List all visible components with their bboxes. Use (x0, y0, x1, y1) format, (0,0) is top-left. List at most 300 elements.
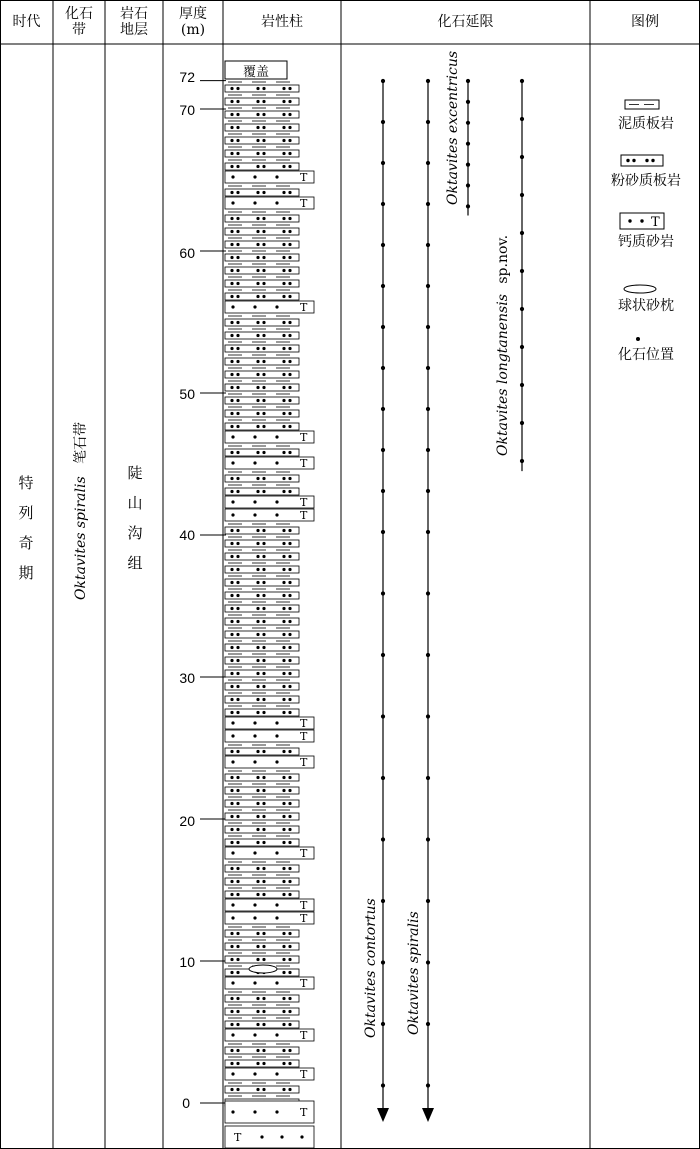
silt-dot (256, 100, 259, 103)
silt-dot (256, 1023, 259, 1026)
silt-dot (236, 958, 239, 961)
silt-dot (256, 659, 259, 662)
silt-dot (236, 386, 239, 389)
silt-bed (225, 124, 299, 131)
silt-dot (288, 698, 291, 701)
fossil-dot (426, 243, 430, 247)
formation-char: 沟 (127, 524, 143, 542)
species-name: Oktavites longtanensis (495, 294, 511, 456)
silt-dot (236, 828, 239, 831)
silt-dot (282, 165, 285, 168)
silt-dot (288, 867, 291, 870)
fossil-dot (426, 591, 430, 595)
silt-dot (230, 815, 233, 818)
range-arrow (422, 1108, 434, 1122)
silt-bed (225, 319, 299, 326)
fossil-dot (381, 243, 385, 247)
silt-dot (282, 321, 285, 324)
silt-bed (225, 397, 299, 404)
silt-dot (236, 425, 239, 428)
silt-dot (288, 126, 291, 129)
silt-dot (236, 295, 239, 298)
calc-T: T (234, 1131, 242, 1144)
silt-dot (288, 958, 291, 961)
silt-dot (256, 217, 259, 220)
fossil-dot (426, 1022, 430, 1026)
silt-dot (262, 698, 265, 701)
silt-dot (262, 646, 265, 649)
silt-bed (225, 371, 299, 378)
calc-T: T (300, 1106, 308, 1119)
fossil-zone-value (70, 422, 90, 600)
silt-dot (288, 997, 291, 1000)
silt-bed (225, 254, 299, 261)
silt-dot (230, 87, 233, 90)
fossil-dot (381, 1022, 385, 1026)
calc-dot (275, 305, 278, 308)
silt-dot (236, 412, 239, 415)
silt-dot (262, 776, 265, 779)
silt-dot (288, 477, 291, 480)
calc-dot (275, 721, 278, 724)
silt-dot (230, 425, 233, 428)
silt-dot (230, 776, 233, 779)
silt-dot (236, 529, 239, 532)
zone-suffix: 笔石带 (73, 421, 89, 464)
silt-dot (256, 698, 259, 701)
silt-dot (288, 880, 291, 883)
calc-dot (253, 1033, 256, 1036)
silt-dot (256, 815, 259, 818)
silt-dot (262, 750, 265, 753)
silt-bed (225, 696, 299, 703)
silt-dot (236, 971, 239, 974)
silt-bed (225, 98, 299, 105)
silt-dot (236, 360, 239, 363)
silt-dot (282, 360, 285, 363)
silt-dot (262, 100, 265, 103)
formation-value (125, 458, 147, 578)
fossil-dot (520, 269, 524, 273)
silt-dot (230, 347, 233, 350)
fossil-dot (426, 366, 430, 370)
silt-dot (288, 659, 291, 662)
silt-dot (262, 685, 265, 688)
silt-dot (256, 386, 259, 389)
silt-dot (230, 1010, 233, 1013)
fossil-dot (520, 231, 524, 235)
silt-dot (288, 113, 291, 116)
silt-dot (236, 685, 239, 688)
silt-dot (256, 867, 259, 870)
silt-dot (230, 217, 233, 220)
silt-dot (288, 1023, 291, 1026)
silt-dot (236, 646, 239, 649)
silt-dot (262, 1049, 265, 1052)
silt-dot (236, 568, 239, 571)
silt-dot (288, 607, 291, 610)
era-char: 列 (18, 504, 34, 522)
fossil-dot (520, 307, 524, 311)
silt-dot (256, 594, 259, 597)
silt-dot (256, 451, 259, 454)
silt-dot (288, 165, 291, 168)
silt-dot (256, 243, 259, 246)
silt-dot (262, 945, 265, 948)
silt-dot (256, 399, 259, 402)
era-char: 奇 (18, 534, 34, 552)
silt-dot (262, 87, 265, 90)
fossil-dot (426, 79, 430, 83)
silt-dot (288, 490, 291, 493)
silt-dot (256, 555, 259, 558)
silt-dot (230, 958, 233, 961)
legend-label-mudstone: 泥质板岩 (618, 116, 674, 132)
silt-dot (262, 555, 265, 558)
silt-bed (225, 553, 299, 560)
silt-bed (225, 241, 299, 248)
calc-T: T (300, 431, 308, 444)
silt-dot (288, 932, 291, 935)
silt-bed (225, 709, 299, 716)
fossil-dot (381, 776, 385, 780)
tick-label-40: 40 (179, 527, 195, 543)
calc-T: T (300, 509, 308, 522)
silt-bed (225, 813, 299, 820)
zone-species-name: Oktavites spiralis (73, 476, 89, 600)
silt-dot (282, 620, 285, 623)
silt-dot (256, 646, 259, 649)
silt-bed (225, 332, 299, 339)
silt-dot (288, 841, 291, 844)
silt-dot (282, 282, 285, 285)
silt-dot (236, 698, 239, 701)
fossil-dot (520, 421, 524, 425)
silt-dot (236, 230, 239, 233)
silt-dot (236, 373, 239, 376)
silt-dot (256, 126, 259, 129)
silt-dot (262, 802, 265, 805)
silt-dot (282, 958, 285, 961)
silt-dot (230, 880, 233, 883)
silt-dot (236, 841, 239, 844)
silt-dot (230, 646, 233, 649)
silt-dot (256, 412, 259, 415)
calc-dot (275, 1033, 278, 1036)
calc-dot (280, 1135, 283, 1138)
fossil-dot (426, 284, 430, 288)
silt-dot (262, 828, 265, 831)
silt-dot (236, 334, 239, 337)
legend-symbol-sand-pillow (624, 285, 656, 293)
silt-dot (282, 945, 285, 948)
header-thickness: 厚度 (m) (179, 6, 207, 38)
silt-dot (236, 802, 239, 805)
calc-dot (231, 734, 234, 737)
silt-dot (262, 1010, 265, 1013)
header-fossil-range: 化石延限 (437, 14, 494, 30)
silt-dot (282, 841, 285, 844)
silt-dot (282, 139, 285, 142)
silt-dot (288, 269, 291, 272)
fossil-dot (426, 202, 430, 206)
silt-dot (288, 620, 291, 623)
silt-dot (282, 256, 285, 259)
silt-dot (288, 360, 291, 363)
silt-dot (282, 750, 285, 753)
fossil-dot (381, 120, 385, 124)
silt-dot (282, 607, 285, 610)
silt-dot (230, 282, 233, 285)
species-label-spiralis (406, 911, 422, 1035)
calc-T: T (300, 717, 308, 730)
silt-dot (230, 633, 233, 636)
silt-dot (256, 711, 259, 714)
silt-dot (236, 1049, 239, 1052)
calc-dot (231, 903, 234, 906)
legend-label-siltstone: 粉砂质板岩 (611, 173, 681, 189)
silt-dot (262, 607, 265, 610)
silt-bed (225, 956, 299, 963)
silt-dot (230, 230, 233, 233)
tick-label-72: 72 (179, 69, 195, 85)
fossil-dot (426, 714, 430, 718)
silt-bed (225, 163, 299, 170)
silt-dot (262, 373, 265, 376)
fossil-dot (381, 448, 385, 452)
legend-label-calcareous: 钙质砂岩 (618, 234, 674, 250)
fossil-dot (381, 899, 385, 903)
calc-dot (275, 903, 278, 906)
calc-T: T (300, 977, 308, 990)
calc-T: T (300, 197, 308, 210)
header-legend: 图例 (631, 14, 659, 30)
silt-dot (236, 581, 239, 584)
silt-dot (236, 555, 239, 558)
calc-dot (253, 1072, 256, 1075)
silt-dot (256, 828, 259, 831)
silt-bed (225, 605, 299, 612)
silt-dot (230, 373, 233, 376)
silt-dot (288, 685, 291, 688)
silt-dot (282, 893, 285, 896)
calc-dot (300, 1135, 303, 1138)
silt-dot (236, 321, 239, 324)
silt-dot (288, 815, 291, 818)
silt-bed (225, 748, 299, 755)
silt-dot (236, 594, 239, 597)
silt-bed (225, 592, 299, 599)
silt-dot (288, 334, 291, 337)
silt-dot (230, 867, 233, 870)
silt-dot (262, 256, 265, 259)
fossil-dot (381, 284, 385, 288)
fossil-dot (381, 366, 385, 370)
silt-dot (288, 802, 291, 805)
tick-label-60: 60 (179, 245, 195, 261)
silt-dot (256, 373, 259, 376)
silt-dot (236, 633, 239, 636)
silt-dot (262, 893, 265, 896)
silt-dot (262, 386, 265, 389)
silt-dot (282, 880, 285, 883)
calc-dot (253, 721, 256, 724)
silt-dot (256, 152, 259, 155)
calc-dot (253, 305, 256, 308)
silt-bed (225, 1008, 299, 1015)
silt-dot (256, 321, 259, 324)
silt-dot (262, 841, 265, 844)
silt-dot (262, 958, 265, 961)
silt-bed (225, 1086, 299, 1093)
silt-dot (282, 542, 285, 545)
fossil-dot (381, 653, 385, 657)
silt-dot (236, 113, 239, 116)
calc-dot (275, 1072, 278, 1075)
silt-dot (288, 425, 291, 428)
fossil-dot (426, 653, 430, 657)
legend-silt-dot (651, 159, 654, 162)
silt-dot (288, 282, 291, 285)
silt-dot (282, 1088, 285, 1091)
silt-dot (282, 425, 285, 428)
silt-dot (256, 789, 259, 792)
silt-bed (225, 137, 299, 144)
calc-dot (253, 1110, 256, 1113)
fossil-dot (381, 407, 385, 411)
silt-dot (236, 867, 239, 870)
calc-T: T (300, 899, 308, 912)
silt-dot (262, 243, 265, 246)
silt-dot (230, 711, 233, 714)
silt-dot (230, 360, 233, 363)
silt-dot (256, 750, 259, 753)
silt-dot (262, 321, 265, 324)
header-fossil-zone: 化石 带 (65, 6, 93, 38)
formation-char: 陡 (127, 464, 143, 482)
silt-dot (256, 87, 259, 90)
fossil-dot (381, 530, 385, 534)
silt-dot (282, 113, 285, 116)
calc-dot (260, 1135, 263, 1138)
fossil-dot (426, 325, 430, 329)
legend-calc-dot (640, 219, 643, 222)
silt-dot (262, 1023, 265, 1026)
silt-dot (288, 347, 291, 350)
silt-dot (262, 581, 265, 584)
silt-dot (262, 451, 265, 454)
silt-dot (262, 932, 265, 935)
silt-dot (230, 256, 233, 259)
silt-bed (225, 943, 299, 950)
silt-dot (262, 633, 265, 636)
silt-dot (256, 581, 259, 584)
silt-bed (225, 644, 299, 651)
calc-dot (275, 851, 278, 854)
calc-dot (253, 175, 256, 178)
calc-T: T (300, 847, 308, 860)
silt-dot (230, 477, 233, 480)
fossil-dot (426, 407, 430, 411)
silt-bed (225, 215, 299, 222)
silt-bed (225, 800, 299, 807)
calc-dot (231, 916, 234, 919)
silt-dot (230, 139, 233, 142)
calc-dot (275, 981, 278, 984)
fossil-dot (426, 776, 430, 780)
fossil-dot (381, 79, 385, 83)
calc-dot (253, 201, 256, 204)
silt-dot (262, 620, 265, 623)
silt-dot (236, 152, 239, 155)
calc-dot (231, 435, 234, 438)
silt-bed (225, 449, 299, 456)
silt-dot (256, 334, 259, 337)
species-label-longtanensis (495, 235, 511, 456)
silt-dot (230, 542, 233, 545)
fossil-dot (381, 837, 385, 841)
silt-dot (282, 971, 285, 974)
silt-dot (236, 399, 239, 402)
silt-bed (225, 150, 299, 157)
silt-bed (225, 930, 299, 937)
silt-dot (282, 529, 285, 532)
silt-dot (256, 282, 259, 285)
silt-dot (282, 412, 285, 415)
silt-dot (256, 165, 259, 168)
calc-dot (231, 981, 234, 984)
silt-dot (262, 360, 265, 363)
silt-dot (230, 243, 233, 246)
fossil-dot (426, 530, 430, 534)
calc-dot (253, 851, 256, 854)
silt-dot (230, 334, 233, 337)
tick-label-0: 0 (182, 1095, 190, 1111)
species-label-contortus (363, 898, 379, 1038)
silt-dot (288, 711, 291, 714)
silt-dot (262, 113, 265, 116)
silt-dot (256, 360, 259, 363)
silt-dot (236, 789, 239, 792)
silt-dot (230, 841, 233, 844)
calc-dot (275, 201, 278, 204)
legend-label-fossil: 化石位置 (618, 347, 674, 363)
silt-dot (262, 334, 265, 337)
calc-dot (275, 760, 278, 763)
silt-dot (230, 113, 233, 116)
silt-dot (288, 1088, 291, 1091)
silt-dot (236, 1062, 239, 1065)
calc-T: T (300, 171, 308, 184)
fossil-dot (426, 448, 430, 452)
silt-dot (236, 477, 239, 480)
calc-dot (231, 305, 234, 308)
silt-dot (256, 841, 259, 844)
silt-bed (225, 384, 299, 391)
silt-dot (262, 1062, 265, 1065)
silt-dot (262, 542, 265, 545)
range-arrow (377, 1108, 389, 1122)
silt-dot (256, 958, 259, 961)
silt-dot (288, 555, 291, 558)
fossil-dot (520, 459, 524, 463)
silt-dot (256, 997, 259, 1000)
silt-dot (262, 230, 265, 233)
silt-dot (236, 87, 239, 90)
silt-dot (262, 399, 265, 402)
silt-dot (256, 1010, 259, 1013)
silt-dot (230, 529, 233, 532)
